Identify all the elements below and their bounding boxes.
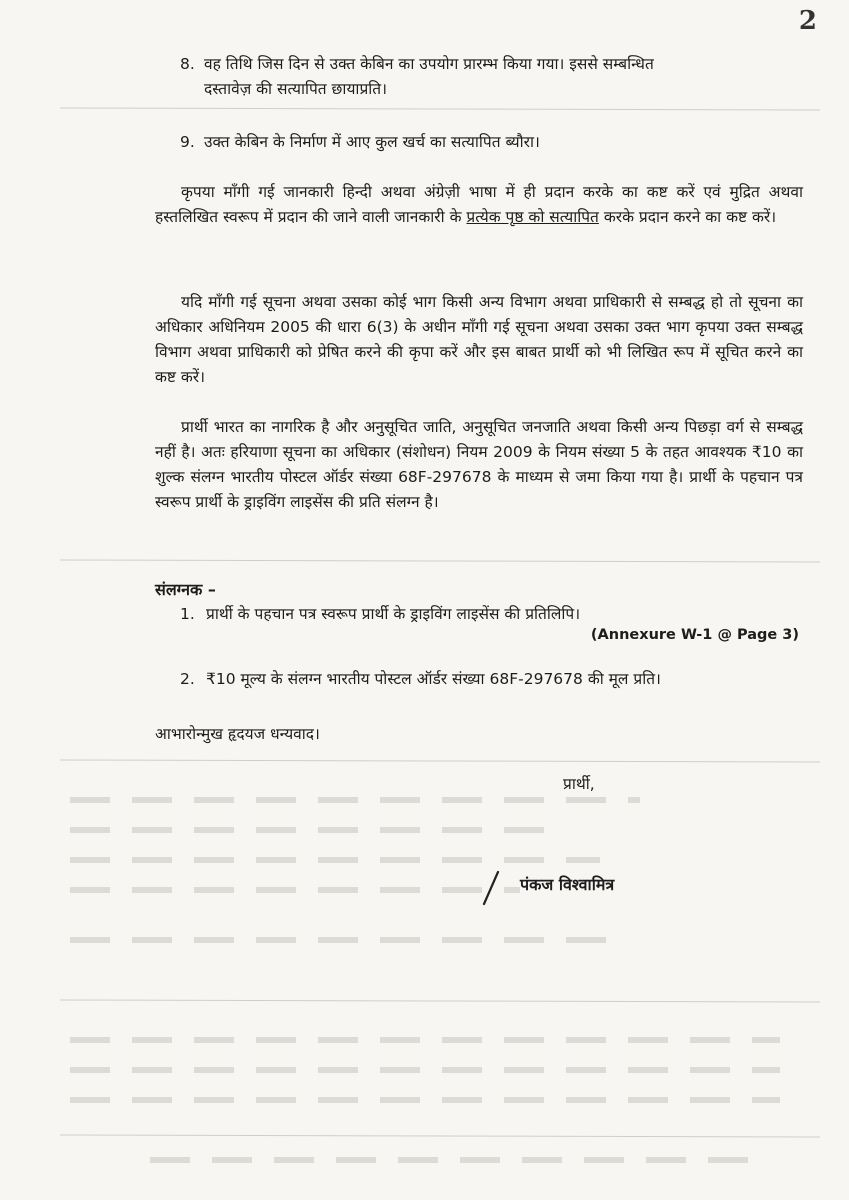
closing-line: आभारोन्मुख हृदयज धन्यवाद। [155,725,320,743]
list-item [180,130,800,155]
underlined-text: प्रत्येक पृष्ठ को सत्यापित [466,208,599,226]
paragraph-text: कृपया माँगी गई जानकारी हिन्दी अथवा अंग्रेज़ी भाषा में ही प्रदान करके का कष्ट करें एवं मुद्रित अथवा हस्तलिखित स्वरूप में प्रदान की जाने वाली जानकारी के [155,183,803,226]
paragraph-citizen: प्रार्थी भारत का नागरिक है और अनुसूचित जाति, अनुसूचित जनजाति अथवा किसी अन्य पिछड़ा वर्ग से सम्बद्ध नहीं है। अतः हरियाणा सूचना का अधिकार (संशोधन) नियम 2009 के नियम संख्या 5 के तहत आवश्यक ₹10 का शुल्क संलग्न भारतीय पोस्टल ऑर्डर संख्या 68F-297678 के माध्यम से जमा किया गया है। प्रार्थी के पहचान पत्र स्वरूप प्रार्थी के ड्राइविंग लाइसेंस की प्रति संलग्न है। [155,418,803,511]
signature-label: प्रार्थी, [563,775,595,793]
enclosure-text: प्रार्थी के पहचान पत्र स्वरूप प्रार्थी के ड्राइविंग लाइसेंस की प्रतिलिपि। [206,605,581,623]
annexure-reference: (Annexure W-1 @ Page 3) [590,627,799,643]
item-number: 9. [180,133,195,151]
item-text: उक्त केबिन के निर्माण में आए कुल खर्च का सत्यापित ब्यौरा। [204,133,540,151]
enclosure-number: 2. [180,670,195,688]
item-text: वह तिथि जिस दिन से उक्त केबिन का उपयोग प्रारम्भ किया गया। इससे सम्बन्धित [204,55,654,73]
signature-stroke-icon [480,870,502,906]
paragraph-language [155,180,803,230]
list-item [180,52,800,77]
enclosure-item [180,602,800,624]
list-item-continuation: दस्तावेज़ की सत्यापित छायाप्रति। [204,80,387,98]
item-number: 8. [180,55,195,73]
page-number: 2 [798,6,817,36]
paragraph-text: करके प्रदान करने का कष्ट करें। [598,208,777,226]
enclosure-number: 1. [180,605,195,623]
signatory-name: पंकज विश्वामित्र [520,875,615,894]
enclosure-text: ₹10 मूल्य के संलग्न भारतीय पोस्टल ऑर्डर संख्या 68F-297678 की मूल प्रति। [206,670,661,688]
enclosures-heading: संलग्नक – [155,580,216,599]
enclosure-item [180,667,800,689]
paragraph-transfer: यदि माँगी गई सूचना अथवा उसका कोई भाग किसी अन्य विभाग अथवा प्राधिकारी से सम्बद्ध हो तो सूचना का अधिकार अधिनियम 2005 की धारा 6(3) के अधीन माँगी गई सूचना अथवा उसका उक्त भाग कृपया उक्त सम्बद्ध विभाग अथवा प्राधिकारी को प्रेषित करने की कृपा करें और इस बाबत प्रार्थी को भी लिखित रूप में सूचित करने का कष्ट करें। [155,293,803,386]
